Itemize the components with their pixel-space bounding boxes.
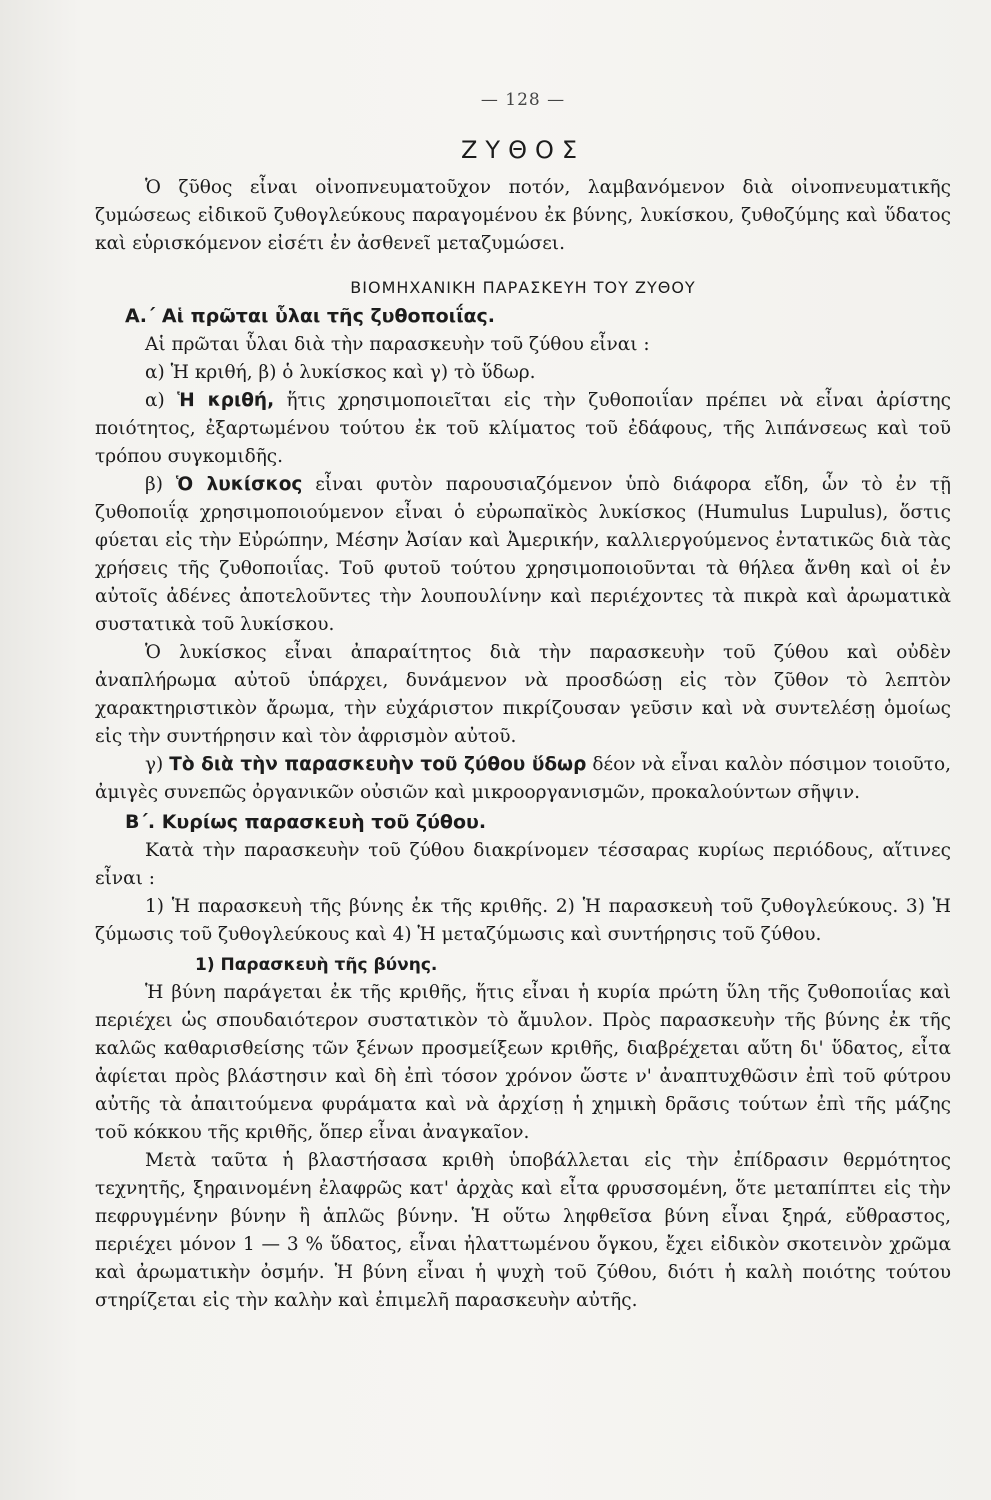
water-lead: γ) xyxy=(145,754,170,775)
raw-materials-list: α) Ἡ κριθή, β) ὁ λυκίσκος καὶ γ) τὸ ὕδωρ. xyxy=(145,362,536,383)
periods-list: 1) Ἡ παρασκευὴ τῆς βύνης ἐκ τῆς κριθῆς. 2) Ἡ παρασκευὴ τοῦ ζυθογλεύκους. 3) Ἡ ζύμωσις τοῦ ζυθογλεύκους καὶ 4) Ἡ μεταζύμωσις καὶ συντήρησις τοῦ ζύθου. xyxy=(95,896,951,945)
barley-text: ἥτις χρησιμοποιεῖται εἰς τὴν ζυθοποιΐαν πρέπει νὰ εἶναι ἀρίστης ποιότητος, ἐξαρτωμένου τούτου ἐκ τοῦ κλίματος τοῦ ἐδάφους, τῆς λιπάνσεως καὶ τοῦ τρόπου συγκομιδῆς. xyxy=(95,390,952,467)
hops-paragraph xyxy=(95,471,951,639)
barley-paragraph xyxy=(95,387,951,471)
page-number: — 128 — xyxy=(480,90,566,110)
part-b-heading: Β΄. Κυρίως παρασκευὴ τοῦ ζύθου. xyxy=(125,811,487,833)
hops-text: εἶναι φυτὸν παρουσιαζόμενον ὑπὸ διάφορα εἴδη, ὧν τὸ ἐν τῇ ζυθοποιΐᾳ χρησιμοποιούμενον εἶναι ὁ εὐρωπαϊκὸς λυκίσκος (Humulus Lupulus), ὅστις φύεται εἰς τὴν Εὐρώπην, Μέσην Ἀσίαν καὶ Ἀμερικήν, καλλιεργούμενος ἐντατικῶς διὰ τὰς χρήσεις τῆς ζυθοποιΐας. Τοῦ φυτοῦ τούτου χρησιμοποιοῦνται τὰ θήλεα ἄνθη καὶ οἱ ἐν αὐτοῖς ἀδένες ἀποτελοῦντες τὴν λουπουλίνην καὶ περιέχοντες τὰ πικρὰ καὶ ἀρωματικὰ συστατικὰ τοῦ λυκίσκου. xyxy=(95,474,952,635)
water-term: Τὸ διὰ τὴν παρασκευὴν τοῦ ζύθου ὕδωρ xyxy=(169,754,587,775)
water-text: δέον νὰ εἶναι καλὸν πόσιμον τοιοῦτο, ἀμιγὲς συνεπῶς ὀργανικῶν οὐσιῶν καὶ μικροοργανισμῶν, προκαλούντων σῆψιν. xyxy=(95,754,951,803)
intro-paragraph: Ὁ ζῦθος εἶναι οἰνοπνευματοῦχον ποτόν, λαμβανόμενον διὰ οἰνοπνευματικῆς ζυμώσεως εἰδικοῦ ζυθογλεύκους παραγομένου ἐκ βύνης, λυκίσκου, ζυθοζύμης καὶ ὕδατος καὶ εὑρισκόμενον εἰσέτι ἐν ἀσθενεῖ μεταζυμώσει. xyxy=(95,177,951,254)
barley-term: Ἡ κριθή, xyxy=(177,390,275,411)
water-paragraph xyxy=(95,751,951,807)
periods-paragraph: Κατὰ τὴν παρασκευὴν τοῦ ζύθου διακρίνομεν τέσσαρας κυρίως περιόδους, αἵτινες εἶναι : xyxy=(95,840,951,889)
malt-paragraph-2: Μετὰ ταῦτα ἡ βλαστήσασα κριθὴ ὑποβάλλεται εἰς τὴν ἐπίδρασιν θερμότητος τεχνητῆς, ξηραινομένη ἐλαφρῶς κατ' ἀρχὰς καὶ εἶτα φρυσσομένη, ὅτε μεταπίπτει εἰς τὴν πεφρυγμένην βύνην ἢ ἁπλῶς βύνην. Ἡ οὕτω ληφθεῖσα βύνη εἶναι ξηρά, εὔθραστος, περιέχει μόνον 1 — 3 % ὕδατος, εἶναι ἠλαττωμένου ὄγκου, ἔχει εἰδικὸν σκοτεινὸν χρῶμα καὶ ἀρωματικὴν ὀσμήν. Ἡ βύνη εἶναι ἡ ψυχὴ τοῦ ζύθου, διότι ἡ καλὴ ποιότης τούτου στηρίζεται εἰς τὴν καλὴν καὶ ἐπιμελῆ παρασκευὴν αὐτῆς. xyxy=(95,1150,951,1311)
hops-paragraph-2: Ὁ λυκίσκος εἶναι ἀπαραίτητος διὰ τὴν παρασκευὴν τοῦ ζύθου καὶ οὐδὲν ἀναπλήρωμα αὐτοῦ ὑπάρχει, δυνάμενον νὰ προσδώσῃ εἰς τὸν ζῦθον τὸ λεπτὸν χαρακτηριστικὸν ἄρωμα, τὴν εὐχάριστον πικρίζουσαν γεῦσιν καὶ νὰ συντελέσῃ ὁμοίως εἰς τὴν συντήρησιν καὶ τὸν ἀφρισμὸν αὐτοῦ. xyxy=(95,642,951,747)
section-heading: ΒΙΟΜΗΧΑΝΙΚΗ ΠΑΡΑΣΚΕΥΗ ΤΟΥ ΖΥΘΟΥ xyxy=(350,278,696,297)
barley-lead: α) xyxy=(145,390,178,411)
malt-heading: 1) Παρασκευὴ τῆς βύνης. xyxy=(195,955,438,975)
raw-materials-intro: Αἱ πρῶται ὗλαι διὰ τὴν παρασκευὴν τοῦ ζύθου εἶναι : xyxy=(145,334,650,355)
hops-lead: β) xyxy=(145,474,176,495)
hops-term: Ὁ λυκίσκος xyxy=(175,474,303,495)
page-title: ΖΥΘΟΣ xyxy=(460,136,586,164)
part-a-heading: Α.΄ Αἱ πρῶται ὗλαι τῆς ζυθοποιΐας. xyxy=(125,305,496,327)
malt-paragraph-1: Ἡ βύνη παράγεται ἐκ τῆς κριθῆς, ἥτις εἶναι ἡ κυρία πρώτη ὕλη τῆς ζυθοποιΐας καὶ περιέχει ὡς σπουδαιότερον συστατικὸν τὸ ἄμυλον. Πρὸς παρασκευὴν τῆς βύνης ἐκ τῆς καλῶς καθαρισθείσης τῶν ξένων προσμείξεων κριθῆς, διαβρέχεται αὕτη δι' ὕδατος, εἶτα ἀφίεται πρὸς βλάστησιν καὶ δὴ ἐπὶ τόσον χρόνον ὥστε ν' ἀναπτυχθῶσιν ἐπὶ τοῦ φύτρου αὐτῆς τὰ ἀπαιτούμενα φυράματα καὶ νὰ ἀρχίσῃ ἡ χημικὴ δρᾶσις τούτων ἐπὶ τῆς μάζης τοῦ κόκκου τῆς κριθῆς, ὅπερ εἶναι ἀναγκαῖον. xyxy=(95,982,951,1143)
